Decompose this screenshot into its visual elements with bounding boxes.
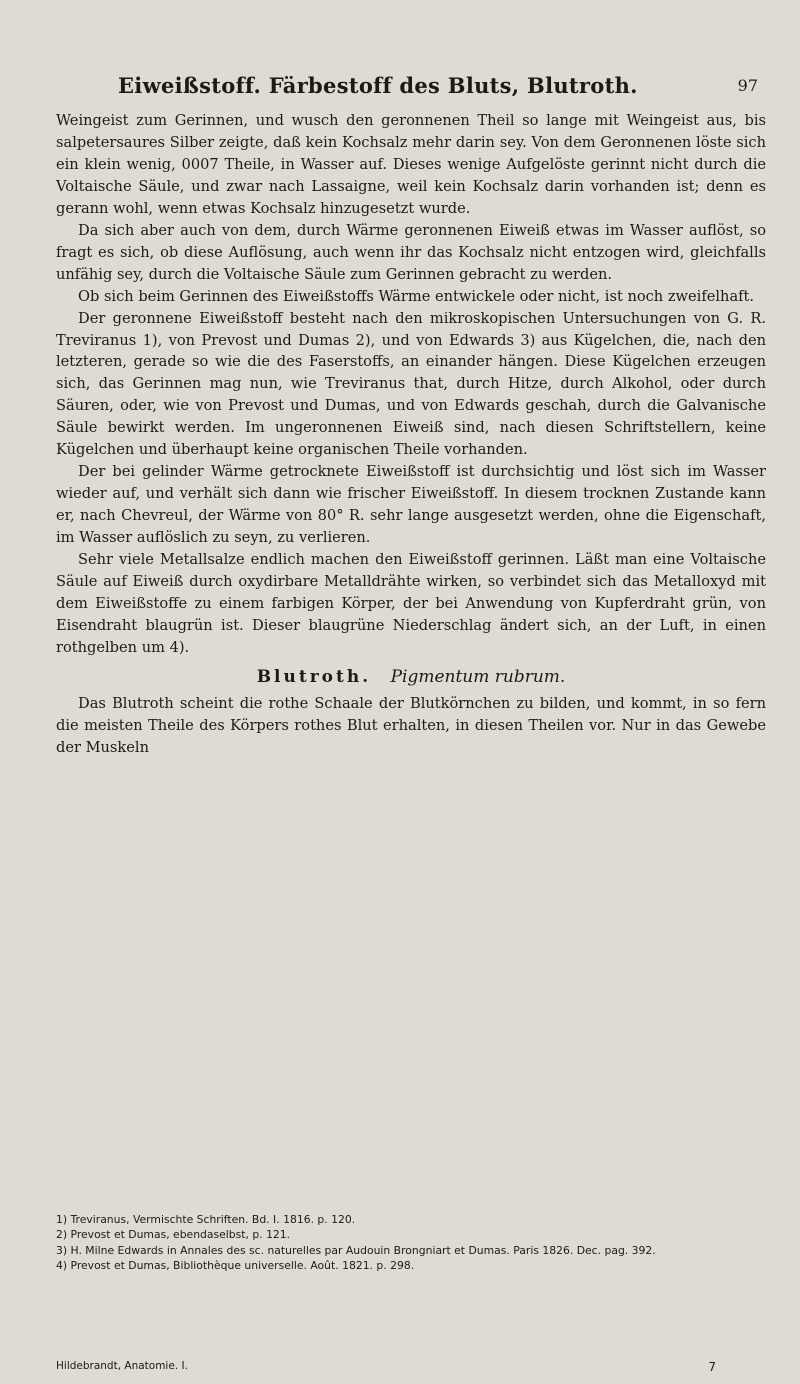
section-heading [56, 667, 766, 689]
footnotes [56, 1212, 766, 1274]
footnote: 4) Prevost et Dumas, Bibliothèque universelle. Août. 1821. p. 298. [56, 1259, 415, 1273]
paragraph: Ob sich beim Gerinnen des Eiweißstoffs Wärme entwickele oder nicht, ist noch zweifelhaft. [78, 287, 755, 305]
footer-source: Hildebrandt, Anatomie. I. [56, 1360, 188, 1372]
section-heading-german: Blutroth. [256, 666, 372, 687]
running-header [58, 66, 758, 104]
page-number: 97 [737, 75, 758, 95]
paragraph: Das Blutroth scheint die rothe Schaale der Blutkörnchen zu bilden, und kommt, in so fern die meisten Theile des Körpers rothes Blut erhalten, in diesen Theilen vor. Nur in das Gewebe der Muskeln [56, 694, 766, 756]
signature-mark: 7 [708, 1360, 716, 1374]
paragraph: Der bei gelinder Wärme getrocknete Eiweißstoff ist durchsichtig und löst sich im Wasser wieder auf, und verhält sich dann wie frischer Eiweißstoff. In diesem trocknen Zustande kann er, nach Chevreul, der Wärme von 80° R. sehr lange ausgesetzt werden, ohne die Eigenschaft, im Wasser auflöslich zu seyn, zu verlieren. [56, 463, 766, 547]
footnote: 1) Treviranus, Vermischte Schriften. Bd. I. 1816. p. 120. [56, 1213, 356, 1226]
paragraph: Sehr viele Metallsalze endlich machen den Eiweißstoff gerinnen. Läßt man eine Voltaische Säule auf Eiweiß durch oxydirbare Metalldrähte wirken, so verbindet sich das Metalloxyd mit dem Eiweißstoffe zu einem farbigen Körper, der bei Anwendung von Kupferdraht grün, von Eisendraht blaugrün ist. Dieser blaugrüne Niederschlag ändert sich, an der Luft, in einen rothgelben um 4). [56, 551, 766, 656]
paragraph: Weingeist zum Gerinnen, und wusch den geronnenen Theil so lange mit Weingeist aus, bis salpetersaures Silber zeigte, daß kein Kochsalz mehr darin sey. Von dem Geronnenen löste sich ein klein wenig, 0007 Theile, in Wasser auf. Dieses wenige Aufgelöste gerinnt nicht durch die Voltaische Säule, und zwar nach Lassaigne, weil kein Kochsalz darin vorhanden ist; denn es gerann wohl, wenn etwas Kochsalz hinzugesetzt wurde. [56, 112, 766, 217]
section-heading-latin: Pigmentum rubrum. [390, 666, 566, 687]
footnote: 3) H. Milne Edwards in Annales des sc. naturelles par Audouin Brongniart et Dumas. Paris 1826. Dec. pag. 392. [56, 1243, 656, 1257]
running-title: Eiweißstoff. Färbestoff des Bluts, Blutroth. [118, 72, 638, 98]
paragraph: Der geronnene Eiweißstoff besteht nach den mikroskopischen Untersuchungen von G. R. Treviranus 1), von Prevost und Dumas 2), und von Edwards 3) aus Kügelchen, die, nach den letzteren, gerade so wie die des Faserstoffs, an einander hängen. Diese Kügelchen erzeugen sich, das Gerinnen mag nun, wie Treviranus that, durch Hitze, durch Alkohol, oder durch Säuren, oder, wie von Prevost und Dumas, und von Edwards geschah, durch die Galvanische Säule bewirkt werden. Im ungeronnenen Eiweiß sind, nach diesen Schriftstellern, keine Kügelchen und überhaupt keine organischen Theile vorhanden. [56, 309, 766, 459]
page-footer [56, 1360, 756, 1374]
footnote: 2) Prevost et Dumas, ebendaselbst, p. 121. [56, 1228, 291, 1242]
body-text [56, 110, 766, 759]
paragraph: Da sich aber auch von dem, durch Wärme geronnenen Eiweiß etwas im Wasser auflöst, so fragt es sich, ob diese Auflösung, auch wenn ihr das Kochsalz nicht entzogen wird, gleichfalls unfähig sey, durch die Voltaische Säule zum Gerinnen gebracht zu werden. [56, 221, 766, 283]
